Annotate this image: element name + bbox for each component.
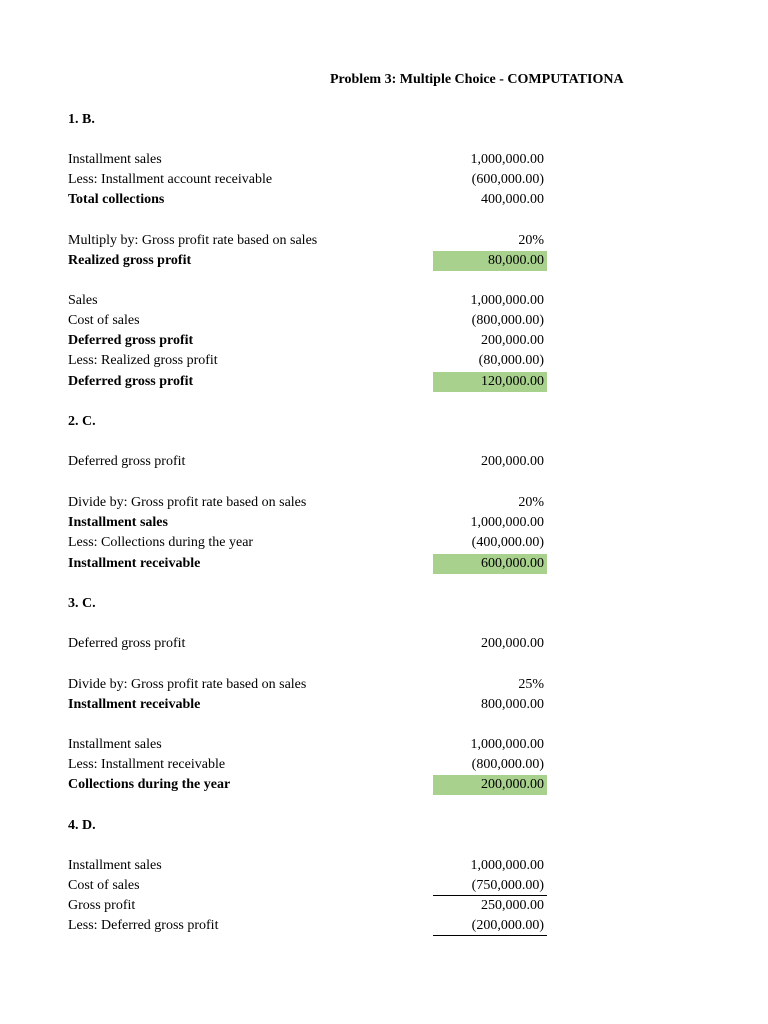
row-value: 800,000.00	[481, 697, 544, 712]
ledger-row	[68, 311, 548, 331]
ledger-row	[68, 291, 548, 311]
row-label: Installment sales	[68, 737, 162, 752]
ledger-row	[68, 695, 548, 715]
row-label: Installment sales	[68, 858, 162, 873]
row-label: Less: Deferred gross profit	[68, 918, 219, 933]
row-value: 200,000.00	[481, 333, 544, 348]
ledger-row	[68, 190, 548, 210]
ledger-row	[68, 896, 548, 916]
row-value: (750,000.00)	[433, 876, 547, 896]
row-value: 200,000.00	[481, 636, 544, 651]
row-value: 1,000,000.00	[470, 293, 544, 308]
row-label: Less: Realized gross profit	[68, 353, 218, 368]
ledger-row	[68, 170, 548, 190]
row-value: 20%	[518, 233, 544, 248]
ledger-row	[68, 755, 548, 775]
ledger-row	[68, 251, 548, 271]
section-heading-4: 4. D.	[68, 818, 96, 833]
ledger-row	[68, 735, 548, 755]
row-label: Installment sales	[68, 152, 162, 167]
row-value: (400,000.00)	[471, 535, 544, 550]
row-label: Divide by: Gross profit rate based on sales	[68, 677, 307, 692]
row-label: Sales	[68, 293, 98, 308]
page-title: Problem 3: Multiple Choice - COMPUTATIONA	[330, 72, 624, 87]
row-label: Deferred gross profit	[68, 374, 194, 389]
row-label: Multiply by: Gross profit rate based on sales	[68, 233, 318, 248]
row-label: Gross profit	[68, 898, 136, 913]
row-value: (800,000.00)	[471, 313, 544, 328]
highlighted-answer: 600,000.00	[433, 554, 547, 574]
row-label: Realized gross profit	[68, 253, 192, 268]
ledger-row	[68, 150, 548, 170]
ledger-row	[68, 775, 548, 795]
row-label: Cost of sales	[68, 878, 140, 893]
row-label: Deferred gross profit	[68, 333, 194, 348]
row-value: (600,000.00)	[471, 172, 544, 187]
row-value: 200,000.00	[481, 454, 544, 469]
ledger-row	[68, 231, 548, 251]
row-label: Less: Collections during the year	[68, 535, 254, 550]
row-label: Divide by: Gross profit rate based on sales	[68, 495, 307, 510]
row-value: 1,000,000.00	[470, 152, 544, 167]
ledger-row	[68, 513, 548, 533]
section-heading-3: 3. C.	[68, 596, 96, 611]
row-label: Installment receivable	[68, 556, 201, 571]
row-label: Less: Installment account receivable	[68, 172, 273, 187]
row-label: Deferred gross profit	[68, 636, 186, 651]
row-value: 1,000,000.00	[470, 737, 544, 752]
row-value: 25%	[518, 677, 544, 692]
row-label: Installment sales	[68, 515, 168, 530]
row-label: Cost of sales	[68, 313, 140, 328]
ledger-row	[68, 452, 548, 472]
highlighted-answer: 120,000.00	[433, 372, 547, 392]
ledger-row	[68, 634, 548, 654]
row-value: 1,000,000.00	[470, 515, 544, 530]
ledger-row	[68, 493, 548, 513]
row-value: (80,000.00)	[478, 353, 544, 368]
row-value: (800,000.00)	[471, 757, 544, 772]
ledger-row	[68, 372, 548, 392]
row-value: 400,000.00	[481, 192, 544, 207]
ledger-row	[68, 916, 548, 936]
row-value: 1,000,000.00	[470, 858, 544, 873]
ledger-row	[68, 856, 548, 876]
row-label: Collections during the year	[68, 777, 231, 792]
ledger-row	[68, 351, 548, 371]
section-heading-1: 1. B.	[68, 112, 95, 127]
ledger-row	[68, 675, 548, 695]
highlighted-answer: 80,000.00	[433, 251, 547, 271]
row-label: Less: Installment receivable	[68, 757, 226, 772]
highlighted-answer: 200,000.00	[433, 775, 547, 795]
ledger-row	[68, 876, 548, 896]
ledger-row	[68, 533, 548, 553]
row-label: Installment receivable	[68, 697, 201, 712]
row-value: 250,000.00	[481, 898, 544, 913]
row-label: Total collections	[68, 192, 165, 207]
ledger-row	[68, 331, 548, 351]
row-value: 20%	[518, 495, 544, 510]
row-value: (200,000.00)	[433, 916, 547, 936]
row-label: Deferred gross profit	[68, 454, 186, 469]
section-heading-2: 2. C.	[68, 414, 96, 429]
ledger-row	[68, 554, 548, 574]
